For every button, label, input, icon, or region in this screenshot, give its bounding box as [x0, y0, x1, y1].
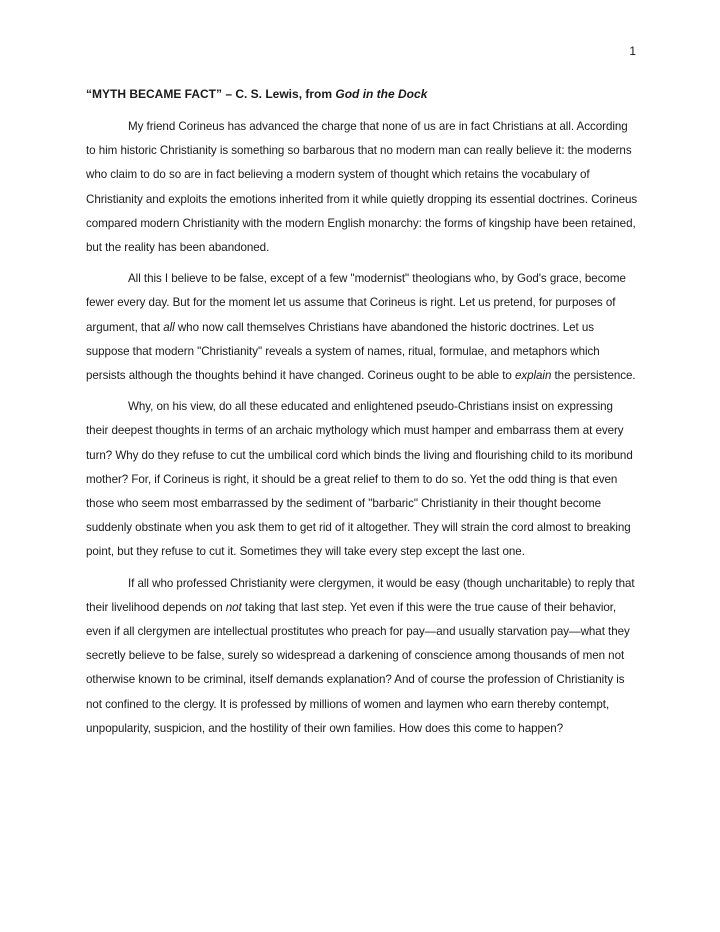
- paragraph-2-emphasis-explain: explain: [514, 369, 552, 383]
- document-body: [86, 115, 638, 748]
- title-main: “MYTH BECAME FACT” – C. S. Lewis, from: [86, 87, 336, 101]
- paragraph-2: [86, 267, 638, 388]
- paragraph-2-emphasis-all: all: [163, 320, 175, 334]
- document-title: [86, 86, 427, 102]
- paragraph-4-text-b: taking that last step. Yet even if this were the true cause of their behavior, even if all clergymen are intellectual prostitutes who preach for pay—and usually starvation pay—what they secretly believe to be false, surely so widespread a darkening of conscience among thousands of men not otherwise known to be criminal, itself demands explanation? And of course the profession of Christianity is not confined to the clergy. It is professed by millions of women and laymen who earn thereby contempt, unpopularity, suspicion, and the hostility of their own families. How does this come to happen?: [86, 600, 630, 735]
- paragraph-1-text: My friend Corineus has advanced the charge that none of us are in fact Christians at all. According to him historic Christianity is something so barbarous that no modern man can really believe it: the moderns who claim to do so are in fact believing a modern system of thought which retains the vocabulary of Christianity and exploits the emotions inherited from it while quietly dropping its essential doctrines. Corineus compared modern Christianity with the modern English monarchy: the forms of kingship have been retained, but the reality has been abandoned.: [86, 120, 638, 255]
- paragraph-1: [86, 115, 638, 260]
- paragraph-2-text-a: All this I believe to be false, except of a few "modernist" theologians who, by God's grace, become fewer every day. But for the moment let us assume that Corineus is right. Let us pretend, for purposes of argument, that: [86, 272, 626, 334]
- paragraph-4-text-a: If all who professed Christianity were clergymen, it would be easy (though uncharitable) to reply that their livelihood depends on: [86, 576, 635, 614]
- paragraph-3-text: Why, on his view, do all these educated and enlightened pseudo-Christians insist on expressing their deepest thoughts in terms of an archaic mythology which must hamper and embarrass them at every turn? Why do they refuse to cut the umbilical cord which binds the living and flourishing child to its moribund mother? For, if Corineus is right, it should be a great relief to them to do so. Yet the odd thing is that even those who seem most embarrassed by the sediment of "barbaric" Christianity in their thought become suddenly obstinate when you ask them to get rid of it altogether. They will strain the cord almost to breaking point, but they refuse to cut it. Sometimes they will take every step except the last one.: [86, 400, 633, 559]
- paragraph-2-text-c: the persistence.: [551, 369, 636, 383]
- paragraph-2-text-b: who now call themselves Christians have abandoned the historic doctrines. Let us suppose that modern "Christianity" reveals a system of names, ritual, formulae, and metaphors which persists although the thoughts behind it have changed. Corineus ought to be able to: [86, 320, 600, 383]
- title-source: God in the Dock: [335, 87, 428, 101]
- paragraph-3: [86, 395, 638, 564]
- paragraph-4-emphasis-not: not: [225, 600, 242, 614]
- paragraph-4: [86, 572, 638, 741]
- page-number: 1: [629, 44, 636, 58]
